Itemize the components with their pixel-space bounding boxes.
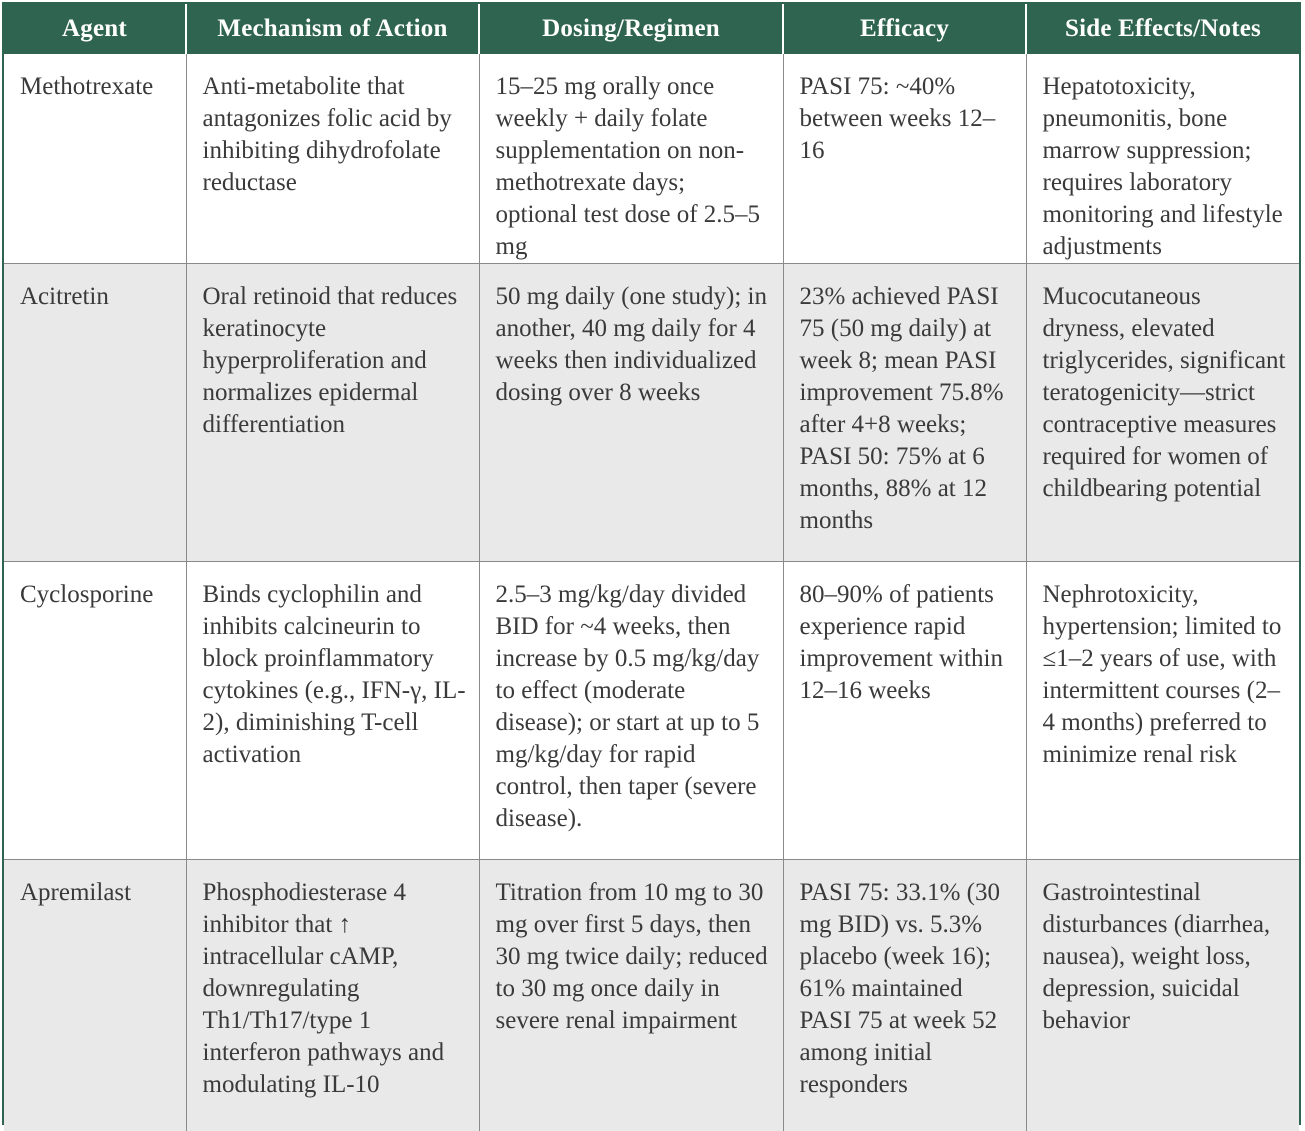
cell-side-effects: Nephrotoxicity, hypertension; limited to ≤1–2 years of use, with intermittent courses (2–4 months) preferred to minimize renal risk [1026, 562, 1299, 860]
cell-dosing: Titration from 10 mg to 30 mg over first 5 days, then 30 mg twice daily; reduced to 30 mg once daily in severe renal impairment [479, 860, 783, 1131]
table-row-apremilast [4, 860, 1299, 1131]
table-row-cyclosporine [4, 562, 1299, 860]
table-row-acitretin [4, 264, 1299, 562]
table-header [4, 4, 1299, 54]
cell-efficacy: PASI 75: ~40% between weeks 12–16 [783, 54, 1026, 264]
drug-comparison-table-frame [2, 2, 1301, 1125]
table-body [4, 54, 1299, 1131]
cell-side-effects: Mucocutaneous dryness, elevated triglycerides, significant teratogenicity—strict contraceptive measures required for women of childbearing potential [1026, 264, 1299, 562]
cell-agent: Acitretin [4, 264, 186, 562]
cell-efficacy: 80–90% of patients experience rapid improvement within 12–16 weeks [783, 562, 1026, 860]
drug-comparison-table [4, 4, 1299, 1131]
cell-mechanism: Phosphodiesterase 4 inhibitor that ↑ intracellular cAMP, downregulating Th1/Th17/type 1 interferon pathways and modulating IL-10 [186, 860, 479, 1131]
header-mechanism: Mechanism of Action [186, 4, 479, 54]
header-efficacy: Efficacy [783, 4, 1026, 54]
cell-agent: Apremilast [4, 860, 186, 1131]
header-row [4, 4, 1299, 54]
cell-agent: Methotrexate [4, 54, 186, 264]
cell-side-effects: Hepatotoxicity, pneumonitis, bone marrow suppression; requires laboratory monitoring and lifestyle adjustments [1026, 54, 1299, 264]
cell-dosing: 15–25 mg orally once weekly + daily folate supplementation on non-methotrexate days; optional test dose of 2.5–5 mg [479, 54, 783, 264]
cell-mechanism: Oral retinoid that reduces keratinocyte hyperproliferation and normalizes epidermal differentiation [186, 264, 479, 562]
cell-mechanism: Anti-metabolite that antagonizes folic acid by inhibiting dihydrofolate reductase [186, 54, 479, 264]
cell-efficacy: PASI 75: 33.1% (30 mg BID) vs. 5.3% placebo (week 16); 61% maintained PASI 75 at week 52 among initial responders [783, 860, 1026, 1131]
cell-agent: Cyclosporine [4, 562, 186, 860]
header-agent: Agent [4, 4, 186, 54]
cell-mechanism: Binds cyclophilin and inhibits calcineurin to block proinflammatory cytokines (e.g., IFN-γ, IL-2), diminishing T-cell activation [186, 562, 479, 860]
table-row-methotrexate [4, 54, 1299, 264]
cell-side-effects: Gastrointestinal disturbances (diarrhea, nausea), weight loss, depression, suicidal behavior [1026, 860, 1299, 1131]
header-side-effects: Side Effects/Notes [1026, 4, 1299, 54]
header-dosing: Dosing/Regimen [479, 4, 783, 54]
cell-dosing: 2.5–3 mg/kg/day divided BID for ~4 weeks, then increase by 0.5 mg/kg/day to effect (moderate disease); or start at up to 5 mg/kg/day for rapid control, then taper (severe disease). [479, 562, 783, 860]
cell-efficacy: 23% achieved PASI 75 (50 mg daily) at week 8; mean PASI improvement 75.8% after 4+8 weeks; PASI 50: 75% at 6 months, 88% at 12 months [783, 264, 1026, 562]
cell-dosing: 50 mg daily (one study); in another, 40 mg daily for 4 weeks then individualized dosing over 8 weeks [479, 264, 783, 562]
